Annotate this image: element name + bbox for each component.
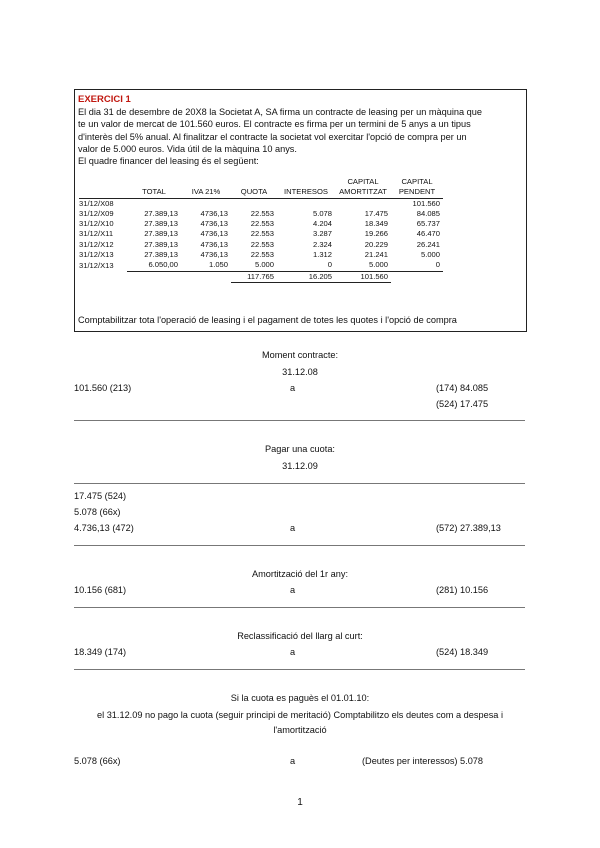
entry-a: a: [290, 647, 296, 657]
table-row: [79, 198, 443, 209]
header-cell: TOTAL: [127, 187, 181, 198]
entry-debit: 5.078 (66x): [74, 507, 121, 517]
table-cell: 46.470: [416, 229, 440, 239]
table-cell: 4736,13: [200, 250, 228, 260]
table-cell: 117.765: [231, 271, 277, 282]
header-cell: [181, 177, 231, 187]
header-cell: IVA 21%: [181, 187, 231, 198]
table-row: [79, 250, 443, 260]
table-cell: 27.389,13: [144, 250, 178, 260]
table-cell: 26.241: [416, 239, 440, 249]
entry-debit: 18.349 (174): [74, 647, 127, 657]
table-cell: 27.389,13: [144, 239, 178, 249]
header-cell: [127, 177, 181, 187]
table-cell: 101.560: [412, 198, 440, 208]
table-cell: 22.553: [250, 208, 274, 218]
table-cell: [79, 271, 127, 282]
divider: [74, 545, 525, 546]
table-cell: 31/12/X13: [79, 250, 114, 260]
entry-title: Moment contracte:: [261, 350, 339, 360]
table-row: [79, 240, 443, 250]
exercise-line: d'interès del 5% anual. Al finalitzar el contracte la societat vol exercitar l'opció de compra per un: [78, 131, 467, 142]
table-cell: [181, 271, 231, 282]
table-cell: 22.553: [250, 219, 274, 229]
entry-date: 31.12.08: [282, 367, 318, 377]
exercise-intro: El quadre financer del leasing és el següent:: [78, 156, 259, 167]
table-cell: 1.050: [181, 260, 231, 271]
entry-debit: 17.475 (524): [74, 491, 127, 501]
entry-credit: (572) 27.389,13: [436, 523, 501, 533]
exercise-title: EXERCICI 1: [78, 94, 131, 105]
table-cell: 21.241: [364, 250, 388, 260]
table-totals-row: [79, 271, 443, 282]
entry-debit: 101.560 (213): [74, 383, 132, 393]
header-cell: [231, 177, 277, 187]
table-cell: 22.553: [250, 229, 274, 239]
entry-credit: (174) 84.085: [436, 383, 489, 393]
table-cell: 0: [277, 260, 335, 271]
entry-credit: (524) 18.349: [436, 647, 489, 657]
table-cell: 65.737: [416, 219, 440, 229]
table-cell: 1.312: [312, 250, 332, 260]
table-cell: 4736,13: [200, 219, 228, 229]
table-cell: 2.324: [312, 239, 332, 249]
divider: [74, 420, 525, 421]
table-header-top: [79, 177, 443, 187]
table-cell: 5.000: [420, 250, 440, 260]
divider: [74, 483, 525, 484]
table-cell: 17.475: [364, 208, 388, 218]
table-cell: 16.205: [277, 271, 335, 282]
table-cell: 84.085: [416, 208, 440, 218]
header-cell: CAPITAL: [347, 177, 379, 186]
table-cell: 6.050,00: [127, 260, 181, 271]
table-cell: 20.229: [364, 239, 388, 249]
header-cell: [277, 177, 335, 187]
entry-a: a: [290, 383, 296, 393]
table-cell: 31/12/X13: [79, 260, 114, 270]
table-cell: [231, 198, 277, 209]
header-cell: PENDENT: [391, 187, 443, 198]
page-number: 1: [297, 797, 303, 808]
table-cell: 22.553: [250, 250, 274, 260]
table-cell: 31/12/X11: [79, 229, 114, 239]
entry-debit: 10.156 (681): [74, 585, 127, 595]
table-cell: [181, 198, 231, 209]
entry-title: Pagar una cuota:: [265, 444, 335, 454]
entry-credit: (Deutes per interessos) 5.078: [362, 756, 484, 766]
entry-debit: 5.078 (66x): [74, 756, 121, 766]
table-cell: 3.287: [312, 229, 332, 239]
table-cell: 31/12/X09: [79, 208, 114, 218]
header-cell: AMORTITZAT: [335, 187, 391, 198]
entry-title: Reclassificació del llarg al curt:: [237, 631, 363, 641]
table-cell: 27.389,13: [144, 219, 178, 229]
table-cell: [127, 271, 181, 282]
header-cell: QUOTA: [231, 187, 277, 198]
table-cell: 31/12/X08: [79, 198, 114, 208]
header-cell: [79, 187, 127, 198]
table-cell: 31/12/X10: [79, 219, 114, 229]
entry-credit: (281) 10.156: [436, 585, 489, 595]
exercise-line: valor de 5.000 euros. Vida útil de la màquina 10 anys.: [78, 143, 297, 154]
table-cell: 31/12/X12: [79, 239, 114, 249]
table-cell: 4736,13: [200, 208, 228, 218]
table-cell: 4736,13: [200, 229, 228, 239]
table-row: [79, 219, 443, 229]
table-cell: [127, 198, 181, 209]
entry-credit: (524) 17.475: [436, 399, 489, 409]
entry-title: Si la cuota es paguès el 01.01.10:: [230, 693, 370, 703]
entry-title: Amortització del 1r any:: [252, 569, 348, 579]
entry-a: a: [290, 756, 296, 766]
table-cell: [277, 198, 335, 209]
entry-date: 31.12.09: [282, 461, 318, 471]
exercise-box: [74, 89, 527, 332]
table-row: [79, 209, 443, 219]
table-cell: 4.204: [312, 219, 332, 229]
table-header: [79, 187, 443, 198]
table-cell: [391, 271, 443, 282]
table-cell: 18.349: [364, 219, 388, 229]
entry-note: el 31.12.09 no pago la cuota (seguir principi de meritació) Comptabilitzo els deutes com a despesa i: [96, 710, 503, 720]
entry-a: a: [290, 523, 296, 533]
header-cell: INTERESOS: [277, 187, 335, 198]
table-cell: 5.000: [231, 260, 277, 271]
table-cell: 0: [391, 260, 443, 271]
header-cell: [79, 177, 127, 187]
table-cell: 22.553: [250, 239, 274, 249]
table-cell: [335, 198, 391, 209]
table-cell: 27.389,13: [144, 208, 178, 218]
table-row: [79, 260, 443, 271]
header-cell: CAPITAL: [401, 177, 433, 186]
table-cell: 101.560: [335, 271, 391, 282]
entry-debit: 4.736,13 (472): [74, 523, 134, 533]
entry-note: l'amortització: [273, 725, 327, 735]
table-cell: 19.266: [364, 229, 388, 239]
table-row: [79, 229, 443, 239]
table-cell: 27.389,13: [144, 229, 178, 239]
leasing-table: [79, 177, 443, 283]
exercise-footer: Comptabilitzar tota l'operació de leasing i el pagament de totes les quotes i l'opció de compra: [78, 315, 457, 325]
table-cell: 4736,13: [200, 239, 228, 249]
divider: [74, 669, 525, 670]
exercise-line: El dia 31 de desembre de 20X8 la Societat A, SA firma un contracte de leasing per un màquina que: [78, 107, 482, 117]
table-cell: 5.078: [312, 208, 332, 218]
table-cell: 5.000: [335, 260, 391, 271]
entry-a: a: [290, 585, 296, 595]
exercise-line: te un valor de mercat de 101.560 euros. El contracte es firma per un termini de 5 anys a un tipus: [78, 119, 471, 130]
divider: [74, 607, 525, 608]
